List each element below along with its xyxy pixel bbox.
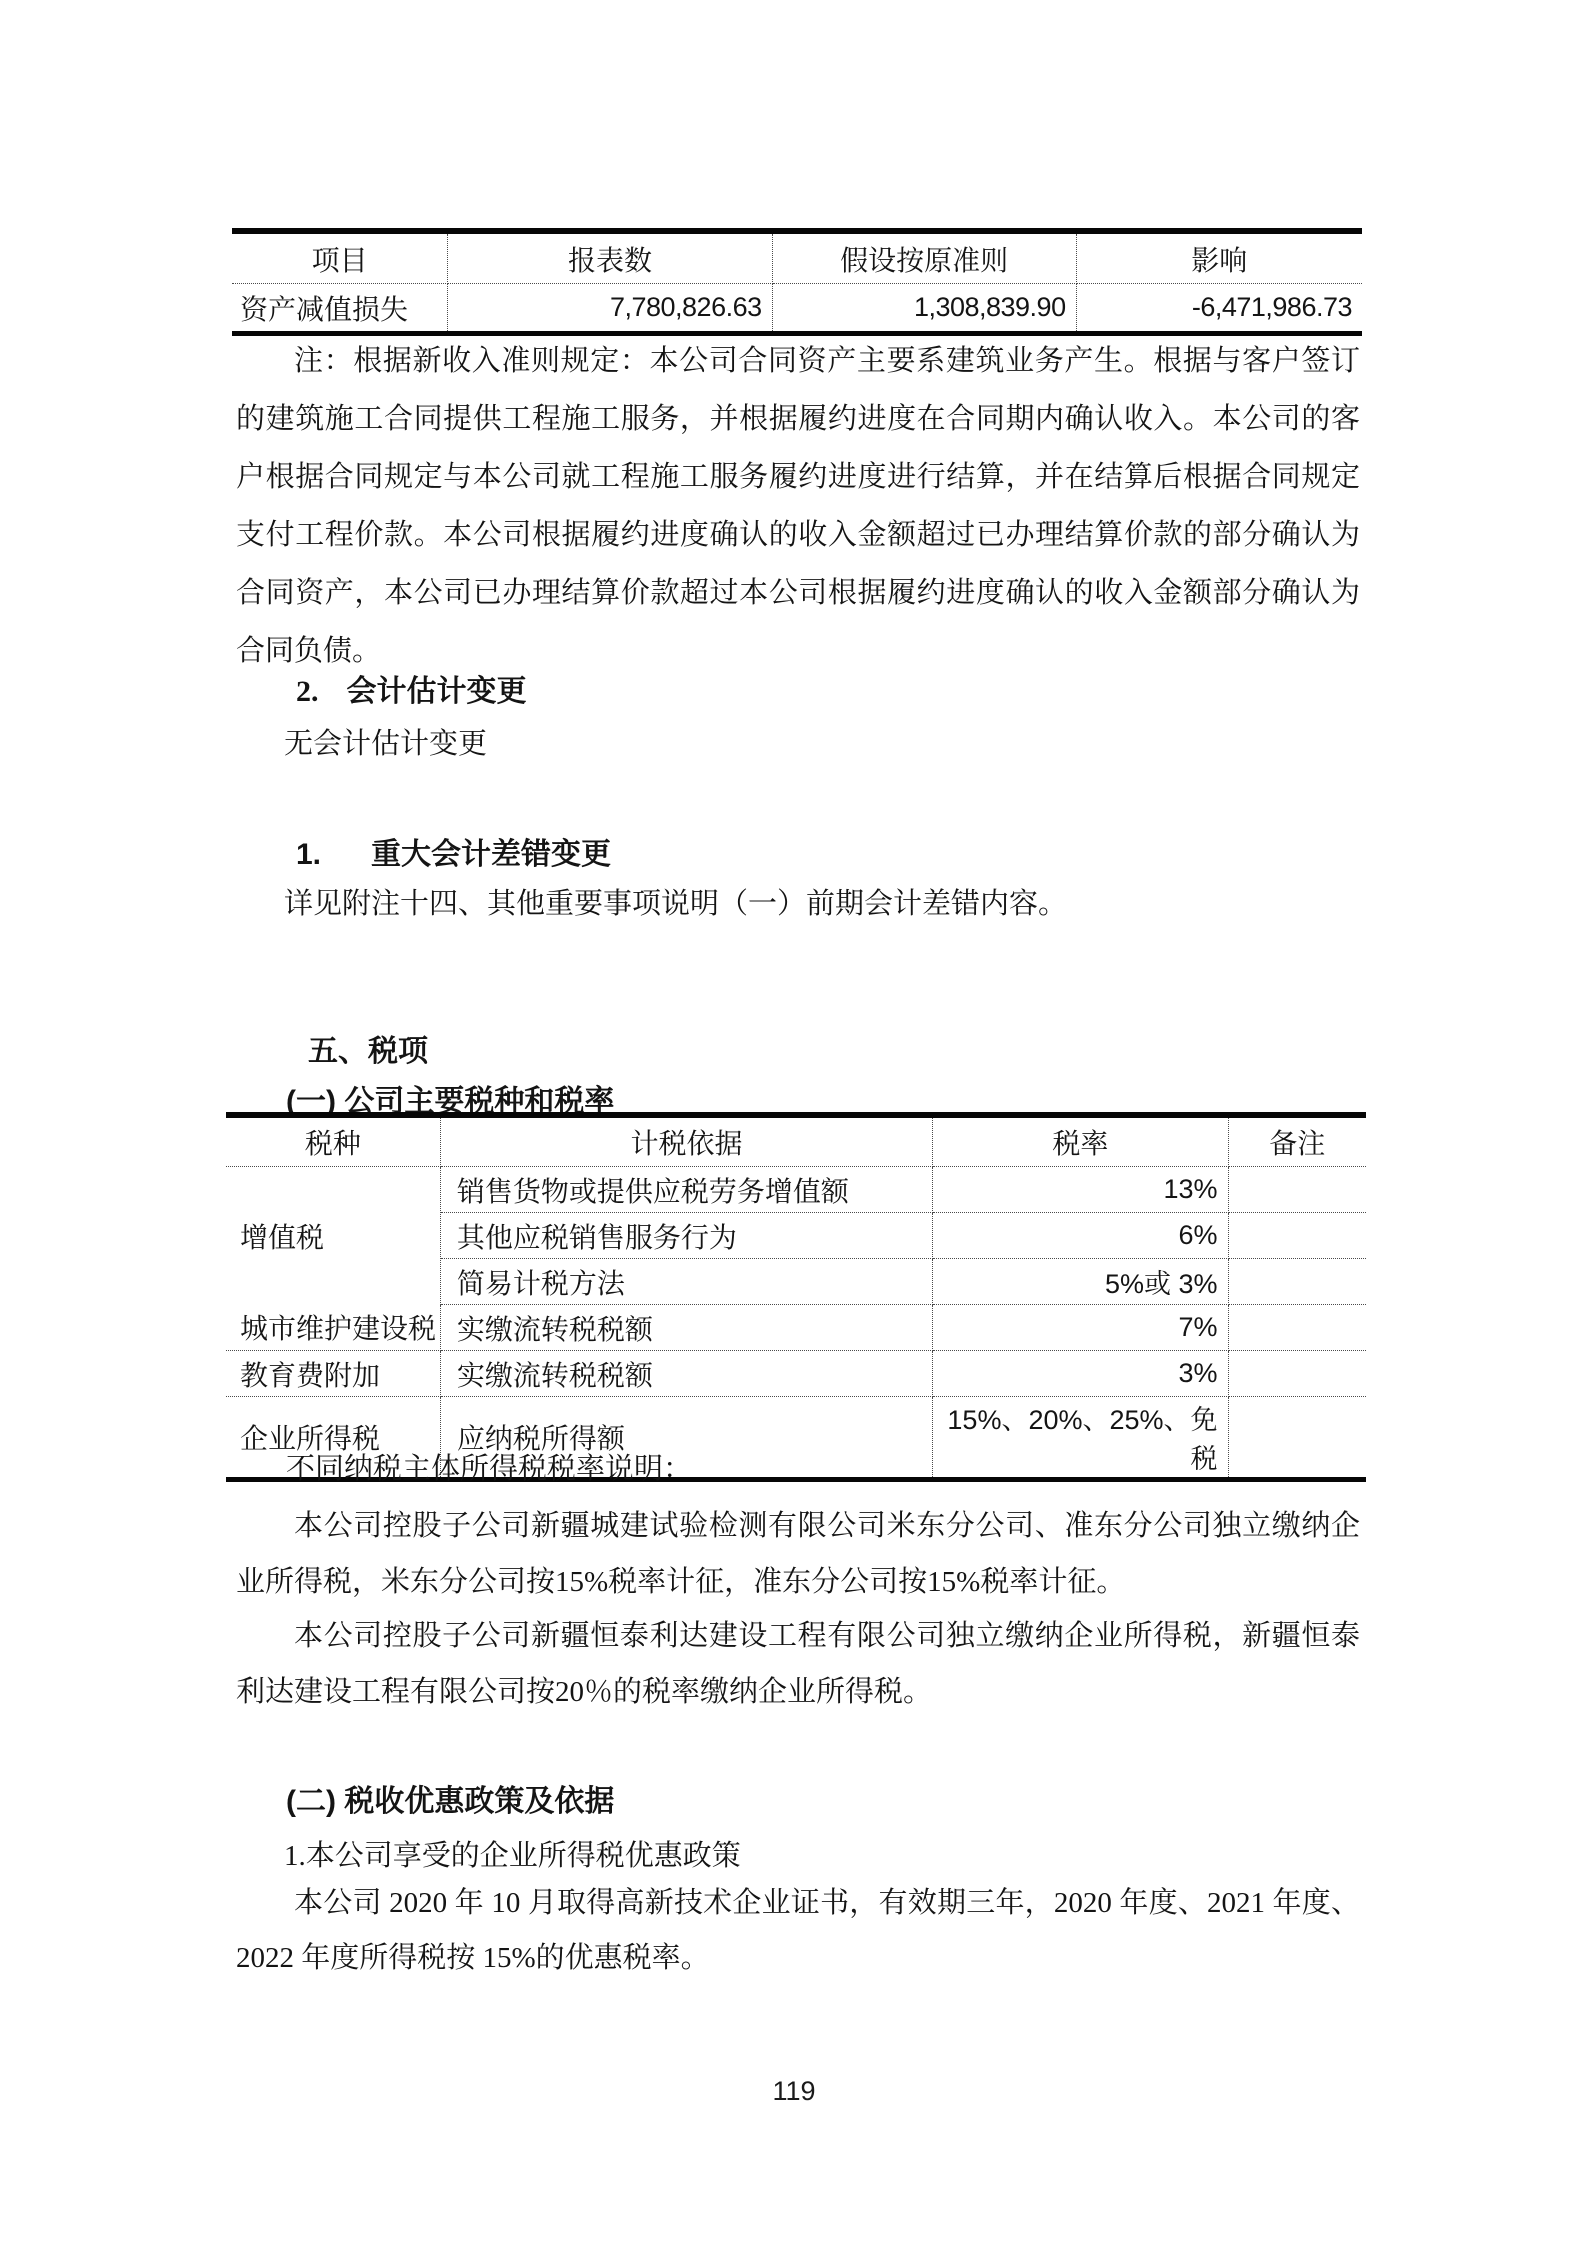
tax-table	[226, 1112, 1366, 1482]
tax-cell-note	[1228, 1167, 1366, 1213]
tax-cell-note	[1228, 1351, 1366, 1397]
heading-estimate-change	[296, 666, 527, 710]
tax-header-type: 税种	[226, 1115, 440, 1167]
heading-error-change-title: 重大会计差错变更	[371, 838, 612, 871]
tax-row-vat-1	[226, 1167, 1366, 1213]
tax-header-basis: 计税依据	[440, 1115, 932, 1167]
tax-cell-basis: 实缴流转税税额	[440, 1351, 932, 1397]
tax-row-education	[226, 1351, 1366, 1397]
tax-cell-basis: 简易计税方法	[440, 1259, 932, 1305]
tax-cell-type: 城市维护建设税	[226, 1305, 440, 1351]
estimate-change-body: 无会计估计变更	[284, 728, 488, 760]
impact-table	[232, 228, 1362, 336]
tax-cell-note	[1228, 1397, 1366, 1480]
impact-header-item: 项目	[232, 231, 448, 284]
impact-table-header-row	[232, 231, 1362, 284]
page-number: 119	[772, 2076, 816, 2106]
tax-note-hitech: 本公司 2020 年 10 月取得高新技术企业证书，有效期三年，2020 年度、2021 年度、2022 年度所得税按 15%的优惠税率。	[236, 1887, 1360, 1974]
tax-cell-basis: 实缴流转税税额	[440, 1305, 932, 1351]
impact-table-row	[232, 284, 1362, 334]
tax-cell-rate: 5%或 3%	[933, 1259, 1228, 1305]
impact-cell-item: 资产减值损失	[232, 284, 448, 334]
impact-cell-impact: -6,471,986.73	[1191, 292, 1352, 322]
tax-rate-note-intro: 不同纳税主体所得税税率说明：	[286, 1453, 693, 1485]
tax-cell-basis: 应纳税所得额	[440, 1397, 932, 1480]
tax-table-header-row	[226, 1115, 1366, 1167]
heading-error-change-number: 1.	[296, 838, 322, 871]
heading-tax-sub1: (一) 公司主要税种和税率	[286, 1085, 615, 1118]
tax-cell-rate: 7%	[933, 1305, 1228, 1351]
tax-cell-type: 企业所得税	[226, 1397, 440, 1480]
tax-cell-rate: 6%	[933, 1213, 1228, 1259]
impact-table-wrapper	[232, 228, 1362, 336]
tax-cell-rate: 13%	[933, 1167, 1228, 1213]
heading-tax-sub2: (二) 税收优惠政策及依据	[286, 1785, 615, 1818]
tax-cell-vat-label: 增值税	[226, 1167, 440, 1305]
heading-error-change	[296, 829, 611, 873]
impact-header-original: 假设按原准则	[772, 231, 1076, 284]
heading-estimate-change-number: 2.	[296, 675, 319, 708]
impact-header-impact: 影响	[1076, 231, 1362, 284]
tax-item1: 1.本公司享受的企业所得税优惠政策	[284, 1840, 741, 1872]
impact-header-report: 报表数	[448, 231, 772, 284]
tax-cell-note	[1228, 1259, 1366, 1305]
tax-note-subsidiary2: 本公司控股子公司新疆恒泰利达建设工程有限公司独立缴纳企业所得税，新疆恒泰利达建设工程有限公司按20％的税率缴纳企业所得税。	[236, 1620, 1360, 1708]
impact-cell-report: 7,780,826.63	[448, 284, 772, 334]
tax-cell-type: 教育费附加	[226, 1351, 440, 1397]
tax-row-urban	[226, 1305, 1366, 1351]
tax-table-wrapper	[226, 1112, 1366, 1482]
tax-cell-note	[1228, 1305, 1366, 1351]
tax-cell-rate: 15%、20%、25%、免税	[933, 1397, 1228, 1480]
impact-cell-original: 1,308,839.90	[772, 284, 1076, 334]
tax-header-note: 备注	[1228, 1115, 1366, 1167]
error-change-body: 详见附注十四、其他重要事项说明（一）前期会计差错内容。	[284, 888, 1068, 920]
tax-cell-basis: 其他应税销售服务行为	[440, 1213, 932, 1259]
tax-note-subsidiary1: 本公司控股子公司新疆城建试验检测有限公司米东分公司、准东分公司独立缴纳企业所得税，米东分公司按15%税率计征，准东分公司按15%税率计征。	[236, 1510, 1360, 1598]
heading-tax-section: 五、税项	[308, 1035, 428, 1068]
tax-cell-rate: 3%	[933, 1351, 1228, 1397]
note-paragraph: 注：根据新收入准则规定：本公司合同资产主要系建筑业务产生。根据与客户签订的建筑施工合同提供工程施工服务，并根据履约进度在合同期内确认收入。本公司的客户根据合同规定与本公司就工程施工服务履约进度进行结算，并在结算后根据合同规定支付工程价款。本公司根据履约进度确认的收入金额超过已办理结算价款的部分确认为合同资产，本公司已办理结算价款超过本公司根据履约进度确认的收入金额部分确认为合同负债。	[236, 345, 1360, 667]
heading-estimate-change-title: 会计估计变更	[346, 675, 527, 708]
tax-cell-basis: 销售货物或提供应税劳务增值额	[440, 1167, 932, 1213]
tax-cell-note	[1228, 1213, 1366, 1259]
tax-header-rate: 税率	[933, 1115, 1228, 1167]
